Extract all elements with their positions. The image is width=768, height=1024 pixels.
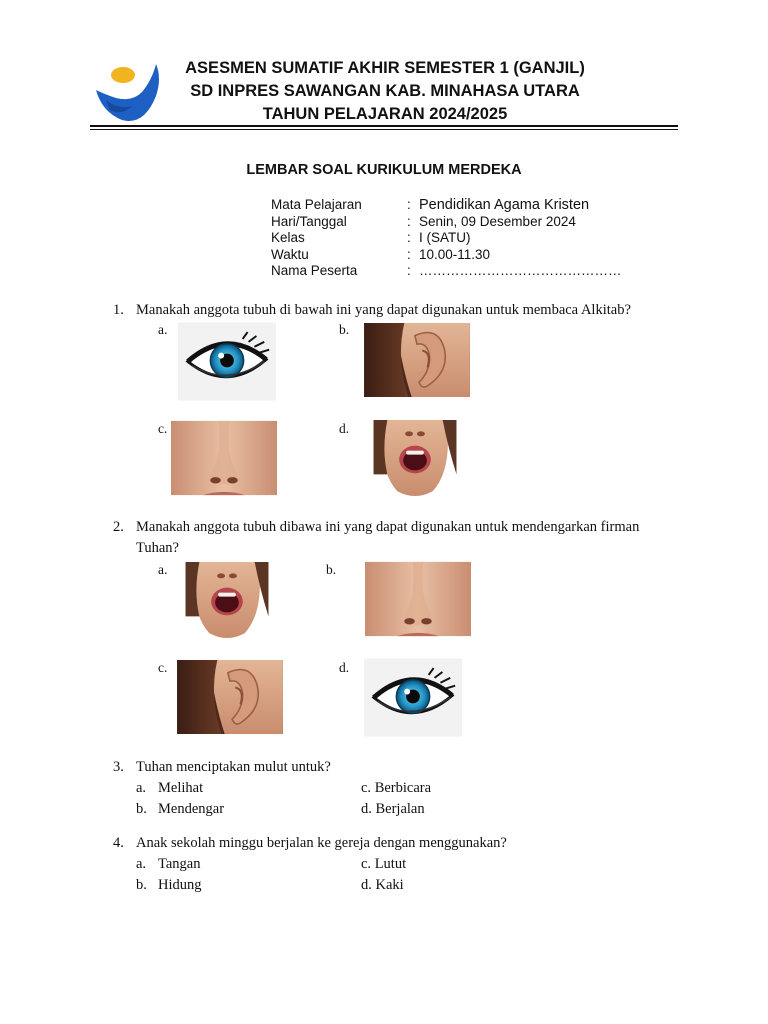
option-text: Hidung bbox=[158, 877, 202, 893]
ear-icon bbox=[176, 660, 284, 734]
eye-icon bbox=[364, 658, 462, 737]
header-divider-thin bbox=[90, 129, 678, 130]
option-letter: c. bbox=[158, 421, 168, 436]
info-row-participant bbox=[271, 263, 622, 280]
info-colon: : bbox=[407, 213, 411, 229]
ear-icon bbox=[363, 323, 471, 397]
question-text: Tuhan menciptakan mulut untuk? bbox=[136, 759, 331, 775]
question-text: Manakah anggota tubuh di bawah ini yang dapat digunakan untuk membaca Alkitab? bbox=[136, 302, 631, 318]
info-label: Mata Pelajaran bbox=[271, 197, 362, 212]
nose-icon bbox=[365, 561, 471, 637]
question-text: Manakah anggota tubuh dibawa ini yang dapat digunakan untuk mendengarkan firman Tuhan? bbox=[136, 519, 640, 556]
school-header bbox=[170, 57, 600, 126]
option-letter: a. bbox=[136, 856, 147, 872]
info-row-date bbox=[271, 214, 622, 231]
info-label: Waktu bbox=[271, 246, 309, 262]
option-text: Berbicara bbox=[374, 780, 432, 796]
answer-option-d bbox=[361, 799, 425, 820]
info-value: I (SATU) bbox=[419, 230, 471, 246]
answer-option-b bbox=[136, 799, 224, 820]
header-divider-thick bbox=[90, 125, 678, 127]
exam-info-block bbox=[271, 197, 622, 280]
nose-icon bbox=[171, 420, 277, 496]
header-line-1: ASESMEN SUMATIF AKHIR SEMESTER 1 (GANJIL) bbox=[185, 59, 585, 77]
option-text: Tangan bbox=[158, 856, 201, 872]
info-colon: : bbox=[407, 263, 411, 279]
option-text: Melihat bbox=[158, 780, 204, 796]
question-number: 2. bbox=[113, 519, 124, 535]
info-colon: : bbox=[407, 197, 411, 212]
option-letter: b. bbox=[339, 322, 350, 337]
info-value: 10.00-11.30 bbox=[419, 246, 491, 262]
answer-option-c bbox=[361, 778, 431, 799]
option-letter: d. bbox=[339, 421, 350, 436]
info-label: Nama Peserta bbox=[271, 263, 358, 279]
header-line-3: TAHUN PELAJARAN 2024/2025 bbox=[262, 105, 508, 123]
info-value: Pendidikan Agama Kristen bbox=[419, 197, 590, 213]
answer-option-a bbox=[136, 778, 203, 799]
question-text: Anak sekolah minggu berjalan ke gereja dengan menggunakan? bbox=[136, 835, 507, 851]
option-letter: d. bbox=[339, 660, 350, 675]
sheet-title: LEMBAR SOAL KURIKULUM MERDEKA bbox=[246, 162, 522, 178]
eye-icon bbox=[178, 322, 276, 401]
option-letter: d. bbox=[361, 801, 372, 817]
option-letter: c. bbox=[158, 660, 168, 675]
option-letter: b. bbox=[136, 877, 147, 893]
info-colon: : bbox=[407, 246, 411, 262]
participant-name-blank: ……………………………………… bbox=[419, 263, 622, 279]
mouth-icon bbox=[364, 420, 466, 499]
option-letter: a. bbox=[158, 562, 168, 577]
option-letter: d. bbox=[361, 877, 372, 893]
info-colon: : bbox=[407, 230, 411, 246]
option-letter: a. bbox=[158, 322, 168, 337]
answer-option-a bbox=[136, 854, 200, 875]
option-letter: b. bbox=[326, 562, 337, 577]
header-line-2: SD INPRES SAWANGAN KAB. MINAHASA UTARA bbox=[190, 82, 580, 100]
option-letter: c. bbox=[361, 780, 372, 796]
option-text: Lutut bbox=[374, 856, 407, 872]
answer-option-c bbox=[361, 854, 406, 875]
info-row-time bbox=[271, 247, 622, 264]
option-text: Mendengar bbox=[158, 801, 225, 817]
option-letter: c. bbox=[361, 856, 372, 872]
info-row-subject bbox=[271, 197, 622, 214]
answer-option-d bbox=[361, 875, 404, 896]
question-number: 1. bbox=[113, 302, 124, 318]
option-letter: a. bbox=[136, 780, 147, 796]
question-number: 3. bbox=[113, 759, 124, 775]
info-label: Kelas bbox=[271, 230, 305, 246]
answer-option-b bbox=[136, 875, 202, 896]
school-logo-icon bbox=[92, 60, 162, 128]
info-label: Hari/Tanggal bbox=[271, 213, 347, 229]
mouth-icon bbox=[176, 562, 278, 641]
info-row-class bbox=[271, 230, 622, 247]
option-text: Kaki bbox=[375, 877, 404, 893]
info-value: Senin, 09 Desember 2024 bbox=[419, 213, 576, 229]
option-text: Berjalan bbox=[375, 801, 425, 817]
question-number: 4. bbox=[113, 835, 124, 851]
option-letter: b. bbox=[136, 801, 147, 817]
